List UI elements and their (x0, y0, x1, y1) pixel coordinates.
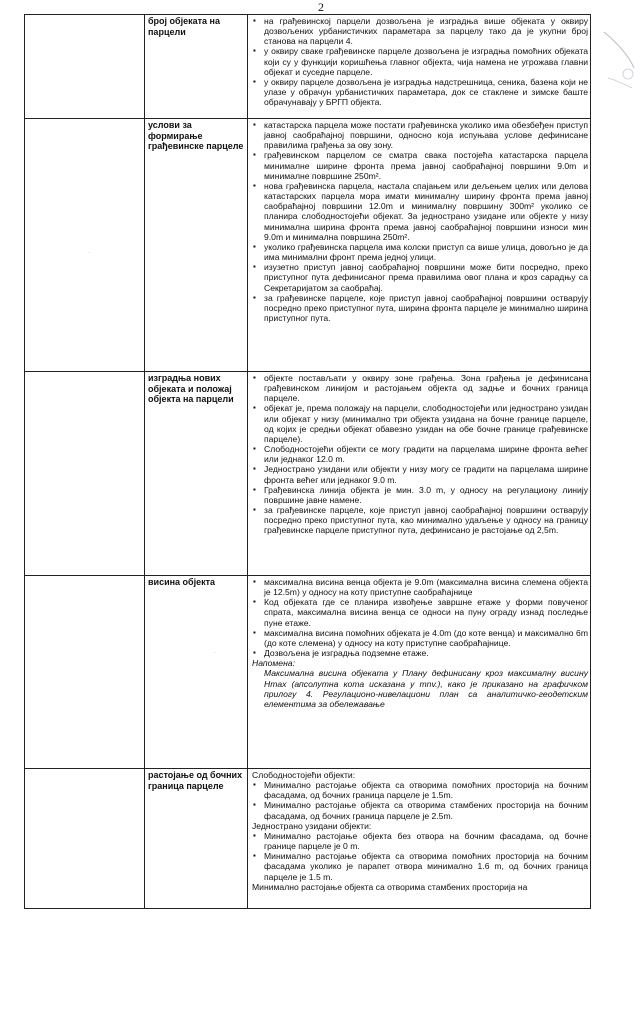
list-item: ▪ Минимално растојање објекта са отворима помоћних просторија на бочним фасадама уколико је парапет отвора минимално 1.6 m, од бочних граница парцеле је 1.5 m. (252, 851, 588, 881)
list-item: ▪ у оквиру парцеле дозвољена је изградња надстрешница, сеника, базена који не улазе у обрачун урбанистичких параметара, док се стаклене и зимске баште обрачунавају у БРГП објекта. (252, 77, 588, 107)
table-row (25, 119, 591, 372)
blank-cell (25, 15, 145, 119)
list-item: ▪ максимална висина венца објекта је 9.0m (максимална висина слемена објекта је 12.5m) у односу на коту приступне саобраћајнице (252, 577, 588, 597)
list-item: ▪ на грађевинској парцели дозвољена је изградња више објеката у оквиру дозвољених урбанистичких параметара за парцелу тако да је укупни број станова на парцели 4. (252, 16, 588, 46)
row-label: услови за формирање грађевинске парцеле (145, 119, 248, 372)
note-body: Максимална висина објеката у Плану дефинисану кроз максималну висину Hmax (апсолутна кота исказана у mnv.), како је приказано на графичком прилогу 4. Регулационо-нивелациони план са аналитичко-геодетским елементима за обележавање (264, 668, 588, 709)
list-item: ▪ максимална висина помоћних објеката је 4.0m (до коте венца) и максимално 6m (до коте слемена) у односу на коту приступне саобраћајнице. (252, 628, 588, 648)
row-content (248, 15, 591, 119)
bullet-list (252, 16, 588, 107)
bullet-list (252, 780, 588, 821)
list-item: ▪ Минимално растојање објекта са отворима стамбених просторија на бочним фасадама, од бочних граница парцеле је 2.5m. (252, 800, 588, 820)
continued-text: Минимално растојање објекта са отворима стамбених просторија на (252, 881, 528, 892)
margin-pen-mark (598, 28, 638, 98)
list-item: ▪ Дозвољена је изградња подземне етаже. (252, 648, 588, 658)
list-item: ▪ Једнострано узидани или објекти у низу могу се градити на парцелама ширине фронта већег или једнаког 9.0 m. (252, 464, 588, 484)
list-item: ▪ Слободностојећи објекти се могу градити на парцелама ширине фронта већег или једнаког 12.0 m. (252, 444, 588, 464)
list-item: ▪ катастарска парцела може постати грађевинска уколико има обезбеђен приступ јавној саобраћајној површини, односно која испуњава услове дефинисане правилима грађења за ову зону. (252, 120, 588, 150)
blank-cell (25, 576, 145, 769)
list-item: ▪ Код објеката где се планира извођење завршне етаже у форми повученог спрата, максимална висина венца се односи на пуну ограду изнад последње пуне етаже. (252, 597, 588, 627)
list-item: ▪ у оквиру сваке грађевинске парцеле дозвољена је изградња помоћних објеката који су у функцији коришћења главног објекта, чија намена не угрожава главни објекат и суседне парцеле. (252, 46, 588, 76)
blank-cell (25, 372, 145, 576)
list-item: ▪ објекте постављати у оквиру зоне грађења. Зона грађења је дефинисана грађевинском линијом и растојањем објекта од задње и бочних граница парцеле. (252, 373, 588, 403)
row-label: висина објекта (145, 576, 248, 769)
bullet-list (252, 577, 588, 658)
list-item: ▪ нова грађевинска парцела, настала спајањем или дељењем целих или делова катастарских парцела мора имати минималну ширину фронта према јавној саобраћајној површини 12.0m и минималну површину 300m² уколико се планира слободностојећи објекат. За једнострано узидане или објекте у низу минимална ширина фронта према јавној саобраћајној површини износи мин 9.0m и минимална површина 250m². (252, 181, 588, 242)
table-row (25, 769, 591, 909)
list-item: ▪ за грађевинске парцеле, које приступ јавној саобраћајној површини остварују посредно преко приступног пута, као минимално удаљење у односу на границу грађевинске парцеле приступног пута, дефинисано је растојање од 2,5m. (252, 505, 588, 535)
list-item: ▪ изузетно приступ јавној саобраћајној површини може бити посредно, преко приступног пута дефинисаног према правилима овог плана и кроз сарадњу са Секретаријатом за саобраћај. (252, 262, 588, 292)
bullet-list (252, 120, 588, 323)
table-row (25, 15, 591, 119)
regulation-table (24, 14, 591, 909)
list-item: ▪ објекат је, према положају на парцели, слободностојећи или једнострано узидан или објекат у низу (минимално три објекта узидана на бочне границе парцеле, од којих је средњи објекат обавезно узидан на обе бочне границе грађевинске парцеле). (252, 403, 588, 444)
scan-speck: · (214, 650, 216, 656)
row-content (248, 576, 591, 769)
page-number: 2 (318, 0, 324, 14)
list-item: ▪ Грађевинска линија објекта је мин. 3.0 m, у односу на регулациону линију површине јавне намене. (252, 485, 588, 505)
subheading: Једнострано узидани објекти: (252, 820, 372, 831)
bullet-list (252, 373, 588, 536)
row-label: број објеката на парцели (145, 15, 248, 119)
table-row (25, 576, 591, 769)
row-content (248, 769, 591, 909)
blank-cell (25, 769, 145, 909)
subheading: Слободностојећи објекти: (252, 770, 356, 780)
row-content (248, 119, 591, 372)
list-item: ▪ Минимално растојање објекта без отвора на бочним фасадама, од бочне границе парцеле је 0 m. (252, 831, 588, 851)
scan-speck: · (88, 250, 90, 256)
row-label: растојање од бочних граница парцеле (145, 769, 248, 909)
blank-cell (25, 119, 145, 372)
list-item: ▪ за грађевинске парцеле, које приступ јавној саобраћајној површини остварују посредно преко приступног пута, ширина фронта парцеле је минимално ширина приступног пута. (252, 293, 588, 323)
table-row (25, 372, 591, 576)
bullet-list (252, 831, 588, 882)
row-content (248, 372, 591, 576)
note-title: Напомена: (252, 658, 295, 669)
list-item: ▪ грађевинском парцелом се сматра свака постојећа катастарска парцела минималне ширине фронта према јавној саобраћајној површини 9.0m и минималне површине 250m². (252, 150, 588, 180)
row-label: изградња нових објеката и положај објекта на парцели (145, 372, 248, 576)
list-item: ▪ Минимално растојање објекта са отворима помоћних просторија на бочним фасадама, од бочних граница парцеле је 1.5m. (252, 780, 588, 800)
list-item: ▪ уколико грађевинска парцела има колски приступ са више улица, довољно је да има минимални фронт према једној улици. (252, 242, 588, 262)
